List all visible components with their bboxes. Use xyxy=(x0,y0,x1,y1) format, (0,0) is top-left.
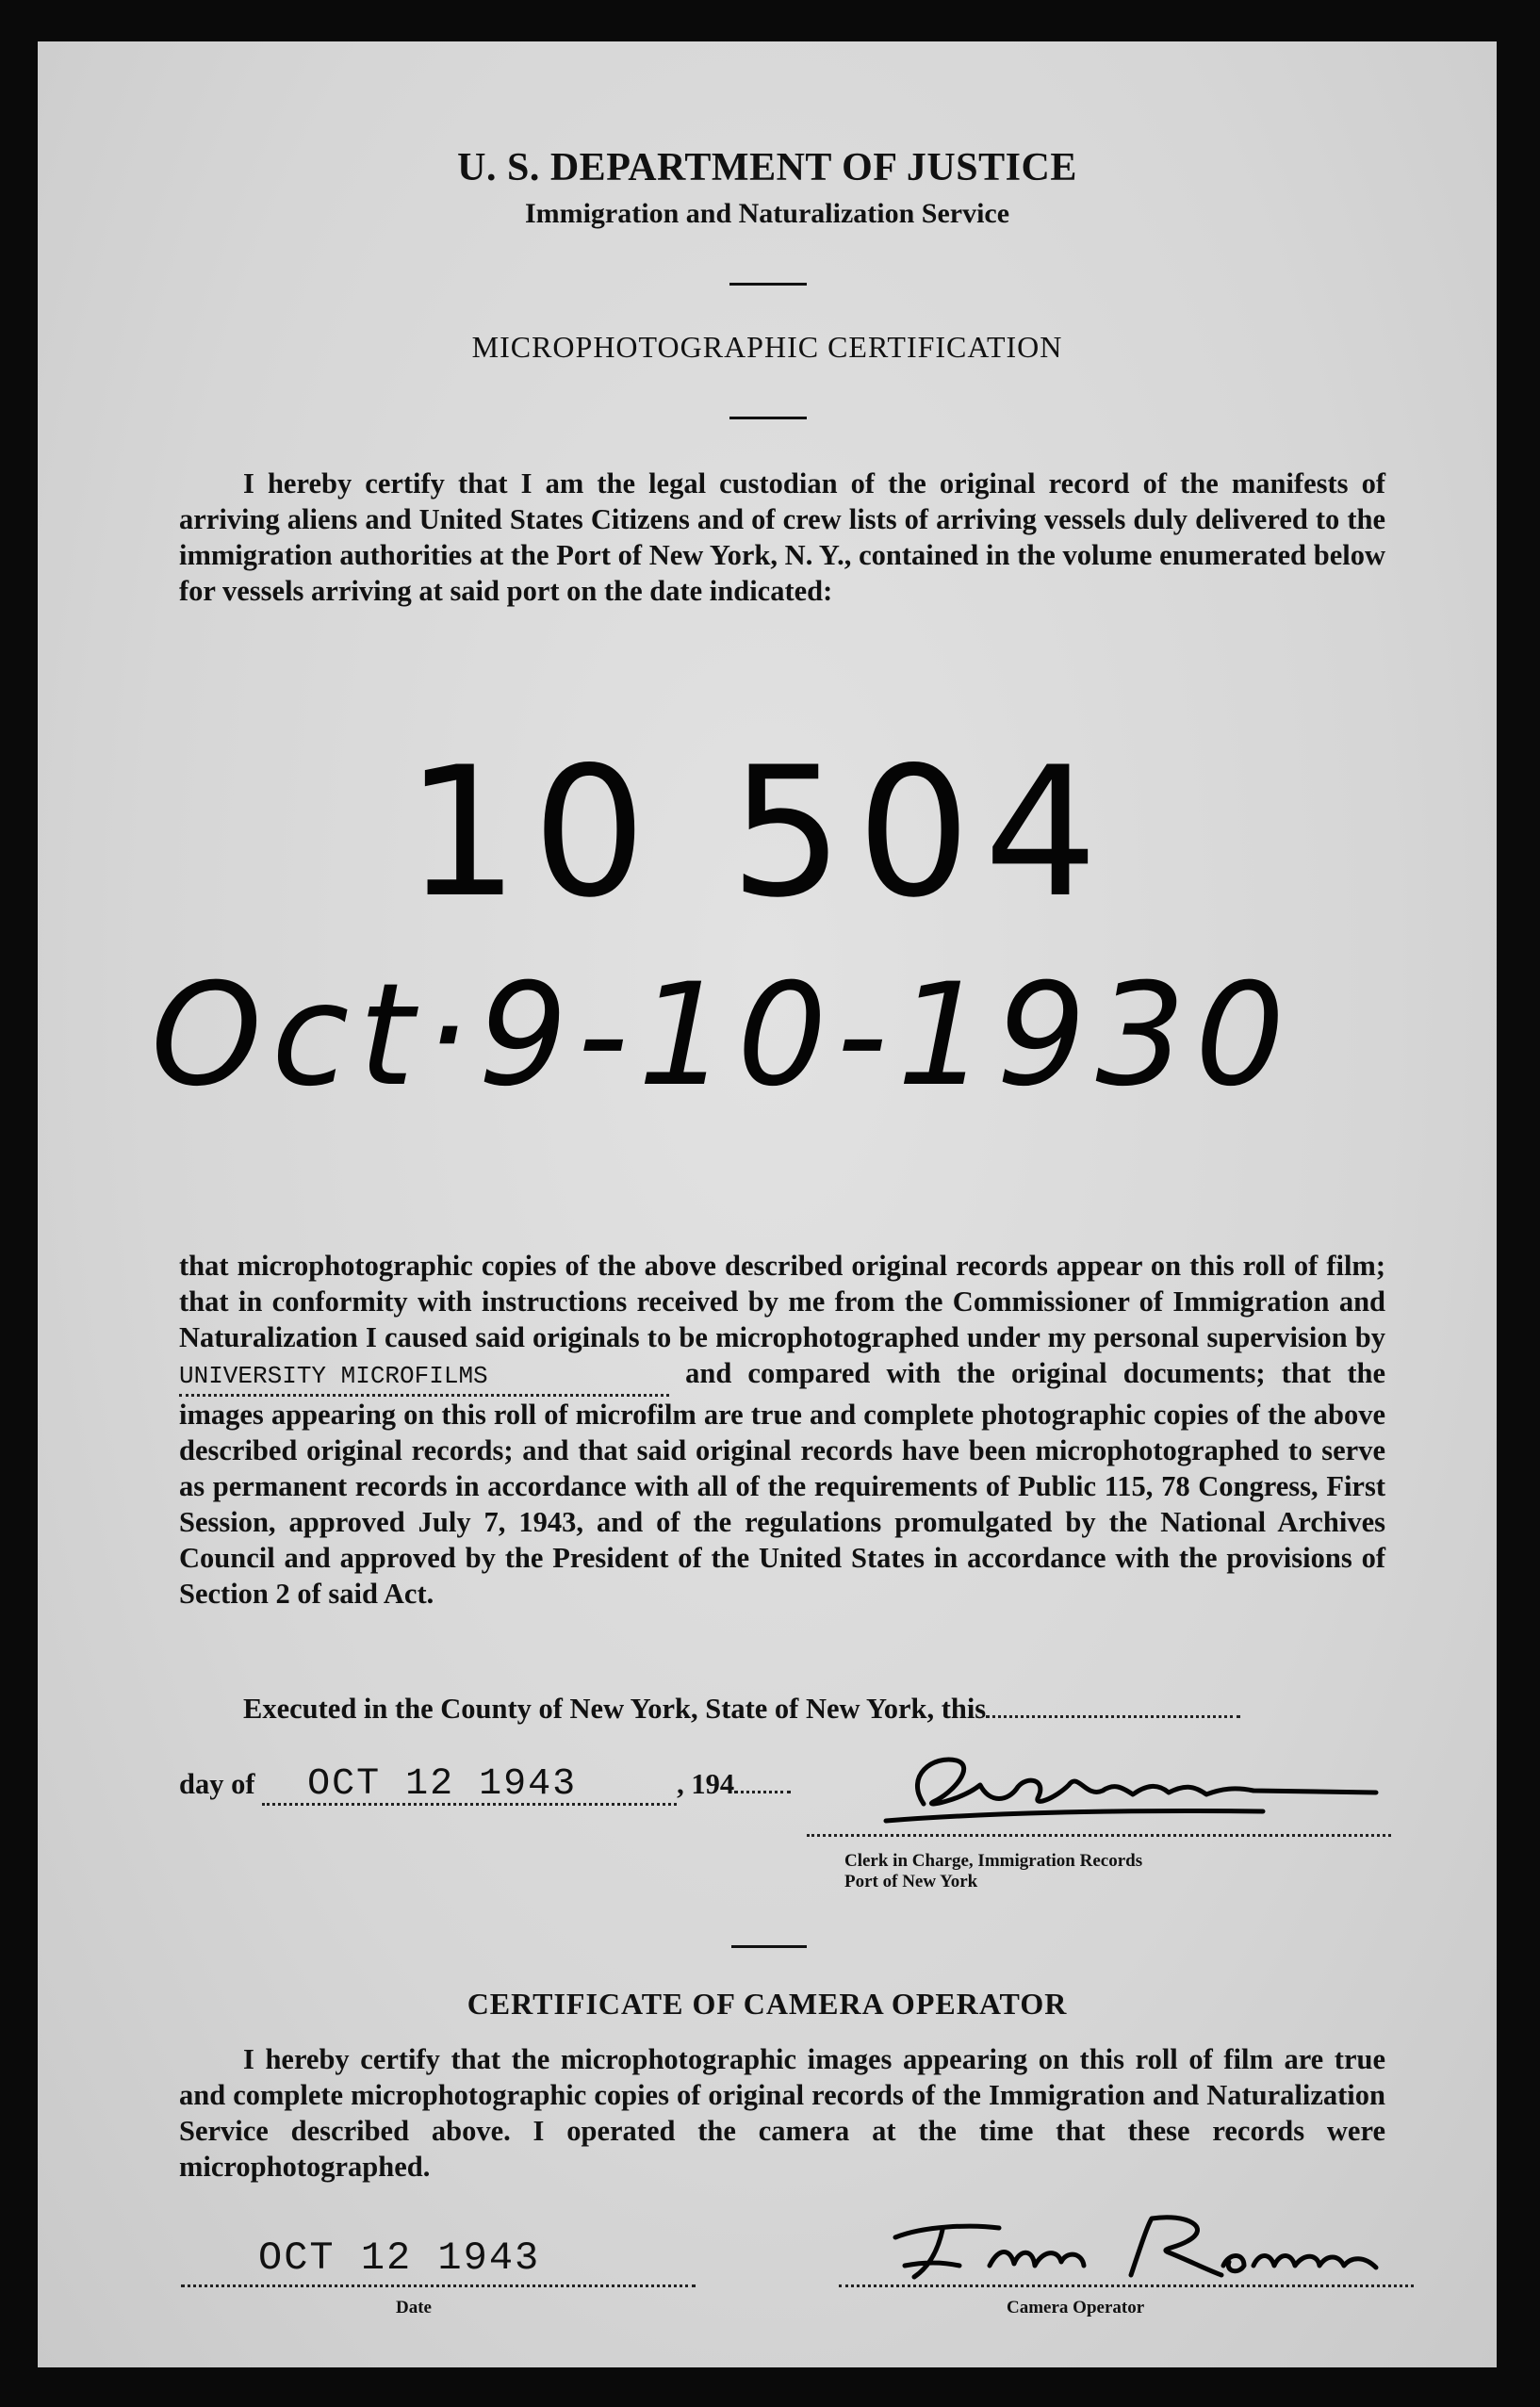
handwritten-date-range: Oct·9-10-1930 xyxy=(151,954,1295,1118)
clerk-title-line2: Port of New York xyxy=(844,1872,978,1891)
divider xyxy=(729,283,807,286)
certification-title: MICROPHOTOGRAPHIC CERTIFICATION xyxy=(471,330,1063,364)
camera-operator-signature xyxy=(848,2200,1414,2294)
intro-paragraph xyxy=(179,466,1385,609)
clerk-signature xyxy=(867,1747,1395,1832)
year-blank xyxy=(734,1768,791,1793)
body-text-after-name: and compared with the original documents; that the images appearing on this roll of microfilm are true and complete photographic copies of the above described original records; and that said original records have been microphotographed to serve as permanent records in accordance with all of the requirements of Public 115, 78 Congress, First Session, approved July 7, 1943, and of the regulations promulgated by the National Archives Council and approved by the President of the United States in accordance with the provisions of Section 2 of said Act. xyxy=(179,1357,1385,1610)
clerk-title-line1: Clerk in Charge, Immigration Records xyxy=(844,1851,1143,1871)
camera-certificate-paragraph xyxy=(179,2041,1385,2185)
supervisor-name: UNIVERSITY MICROFILMS xyxy=(179,1362,488,1390)
execution-date-field xyxy=(262,1763,677,1806)
clerk-title xyxy=(844,1851,1142,1892)
camera-date-field xyxy=(181,2235,696,2287)
certificate-page xyxy=(38,41,1497,2367)
service-subheading: Immigration and Naturalization Service xyxy=(524,198,1010,229)
execution-line xyxy=(243,1691,1385,1727)
divider xyxy=(729,417,807,419)
executed-text: Executed in the County of New York, State of New York, this xyxy=(243,1693,987,1725)
date-label: Date xyxy=(396,2298,432,2317)
camera-operator-signature-line xyxy=(839,2284,1414,2287)
body-paragraph xyxy=(179,1248,1385,1612)
divider xyxy=(731,1945,807,1948)
camera-certificate-text: I hereby certify that the microphotographic images appearing on this roll of film are true and complete microphotographic copies of original records of the Immigration and Naturalization Service described above. I operated the camera at the time that these records were microphotographed. xyxy=(179,2043,1385,2183)
day-of-label: day of xyxy=(179,1768,255,1800)
execution-stamped-date: OCT 12 1943 xyxy=(307,1763,578,1806)
clerk-signature-line xyxy=(807,1834,1391,1837)
year-prefix: , 194 xyxy=(677,1768,735,1800)
camera-stamped-date: OCT 12 1943 xyxy=(258,2235,541,2281)
body-text-before-name: that microphotographic copies of the above described original records appear on this roll of film; that in conformity with instructions received by me from the Commissioner of Immigration and Naturalization I caused said originals to be microphotographed under my personal supervision by xyxy=(179,1250,1385,1353)
handwritten-volume-number: 10 504 xyxy=(405,729,1111,937)
department-heading: U. S. DEPARTMENT OF JUSTICE xyxy=(457,146,1077,189)
supervisor-name-field xyxy=(179,1357,669,1397)
camera-operator-label: Camera Operator xyxy=(1007,2298,1145,2317)
execution-day-blank xyxy=(986,1693,1240,1718)
intro-text: I hereby certify that I am the legal custodian of the original record of the manifests of arriving aliens and United States Citizens and of crew lists of arriving vessels duly delivered to the immigration authorities at the Port of New York, N. Y., contained in the volume enumerated below for vessels arriving at said port on the date indicated: xyxy=(179,467,1385,607)
camera-certificate-title: CERTIFICATE OF CAMERA OPERATOR xyxy=(467,1987,1068,2021)
